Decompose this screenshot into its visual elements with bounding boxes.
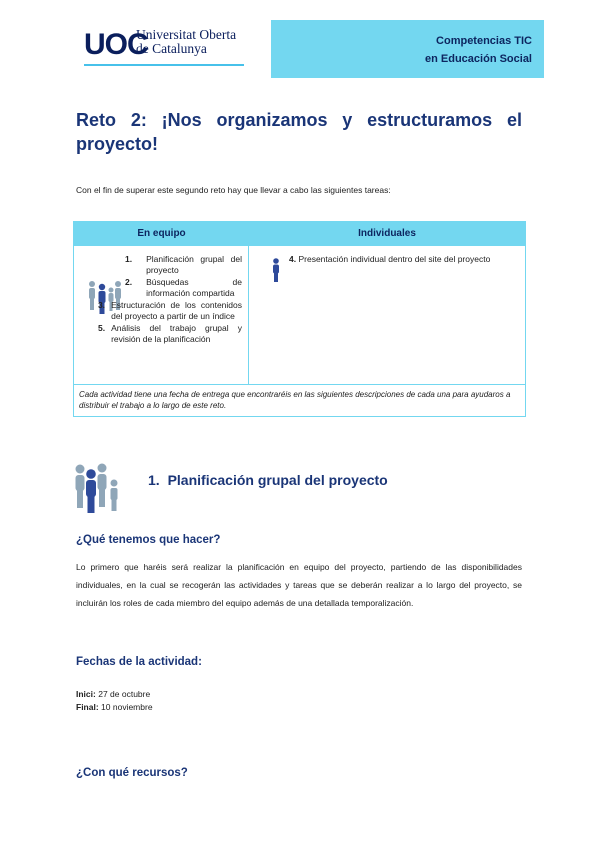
col-individual-header: Individuales xyxy=(358,228,416,239)
resources-heading: ¿Con qué recursos? xyxy=(76,767,188,779)
course-title-line-1: Competencias TIC xyxy=(436,35,532,47)
individual-tasks-cell xyxy=(249,246,525,384)
course-header xyxy=(271,20,544,78)
task-label: Análisis del trabajo grupal y revisión de la planificación xyxy=(111,323,242,344)
individual-task xyxy=(289,254,519,265)
task-number: 1. xyxy=(125,254,133,264)
start-date xyxy=(76,688,153,701)
team-tasks-cell xyxy=(74,246,249,384)
task-item xyxy=(125,277,242,299)
course-title-line-2: en Educación Social xyxy=(425,53,532,65)
section-title xyxy=(148,472,388,488)
start-label: Inici: xyxy=(76,689,96,699)
task-label: Presentación individual dentro del site del proyecto xyxy=(298,254,491,264)
col-team-header: En equipo xyxy=(137,228,186,239)
task-label: Planificación grupal del proyecto xyxy=(146,254,242,275)
task-number: 3. xyxy=(98,300,106,310)
logo-underline xyxy=(84,64,244,66)
section-paragraph: Lo primero que haréis será realizar la planificación en equipo del proyecto, partiendo de las disponibilidades individuales, en la cual se recogerán las actividades y tareas que se deberán realizar a lo largo del proyecto, se incluirán los roles de cada miembro del equipo además de una detallada temporalización. xyxy=(76,562,522,608)
task-item xyxy=(98,323,242,345)
page-title: Reto 2: ¡Nos organizamos y estructuramos el proyecto! xyxy=(76,110,522,154)
task-number: 2. xyxy=(125,277,133,287)
task-item xyxy=(125,254,242,276)
what-to-do-heading: ¿Qué tenemos que hacer? xyxy=(76,534,221,546)
task-item xyxy=(98,300,242,322)
end-value: 10 noviembre xyxy=(101,702,153,712)
start-value: 27 de octubre xyxy=(98,689,151,699)
task-number: 5. xyxy=(98,323,106,333)
logo-name xyxy=(136,28,236,56)
team-icon-large xyxy=(72,463,124,513)
uoc-logo xyxy=(84,24,246,70)
section-title-text: Planificación grupal del proyecto xyxy=(167,472,388,488)
task-number: 4. xyxy=(289,254,297,264)
end-label: Final: xyxy=(76,702,99,712)
task-label: Búsquedas de información compartida xyxy=(146,277,242,298)
team-task-list xyxy=(98,254,242,346)
task-table-header xyxy=(74,222,525,246)
task-label: Estructuración de los contenidos del proyecto a partir de un índice xyxy=(111,300,242,321)
dates-heading: Fechas de la actividad: xyxy=(76,656,202,668)
task-table xyxy=(73,221,526,417)
section-number: 1. xyxy=(148,472,160,488)
person-icon xyxy=(271,258,281,282)
intro-text: Con el fin de superar este segundo reto hay que llevar a cabo las siguientes tareas: xyxy=(76,185,391,195)
table-note: Cada actividad tiene una fecha de entrega que encontraréis en las siguientes descripciones de cada una para ayudaros a distribuir el trabajo a lo largo de este reto. xyxy=(74,384,525,416)
logo-mark: UOC xyxy=(84,28,148,61)
end-date xyxy=(76,701,153,714)
logo-line-1: Universitat Oberta xyxy=(136,27,237,42)
logo-line-2: de Catalunya xyxy=(136,41,207,56)
activity-dates xyxy=(76,688,153,714)
task-table-body xyxy=(74,246,525,384)
